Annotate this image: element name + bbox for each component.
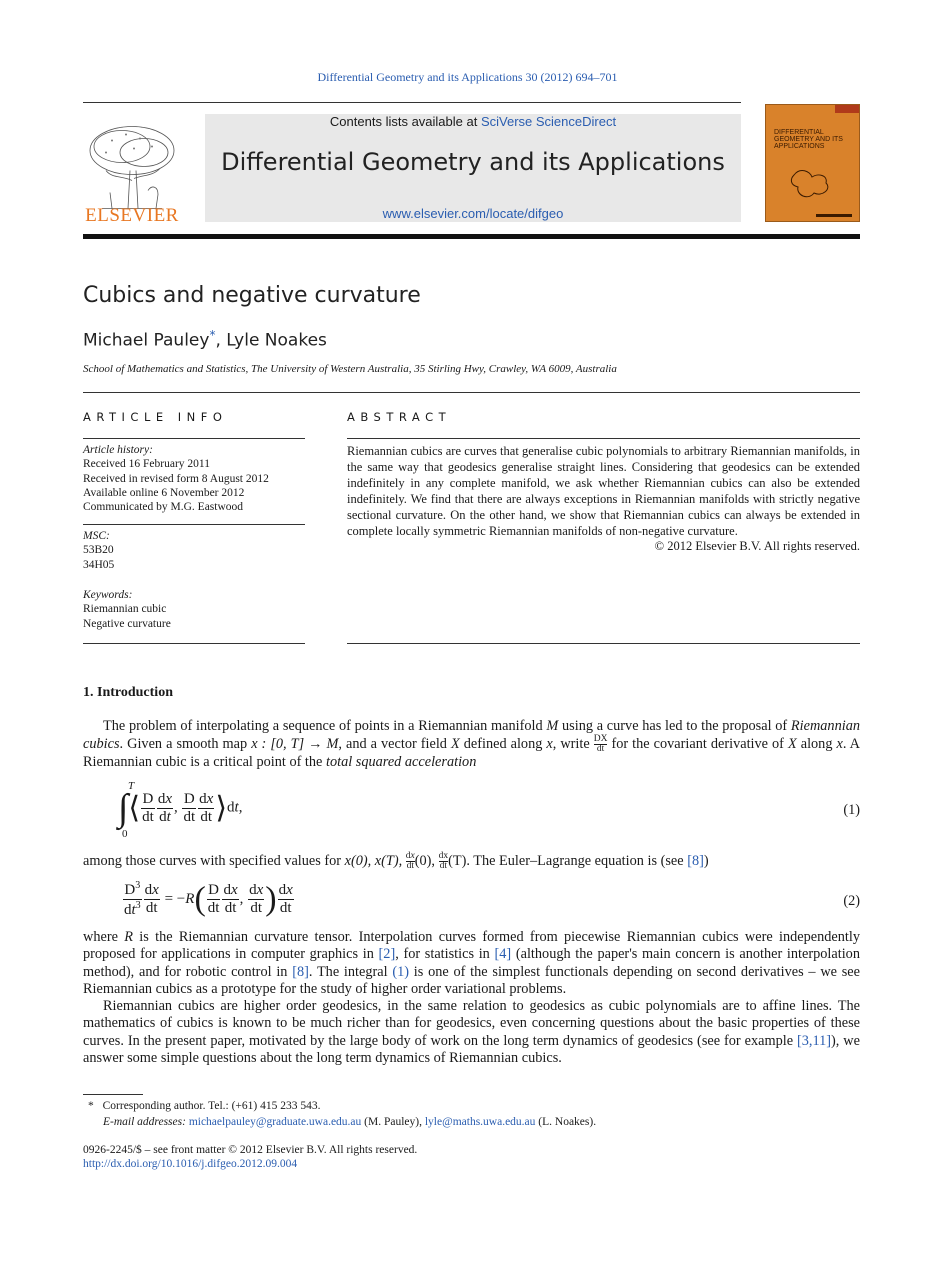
journal-title: Differential Geometry and its Applications xyxy=(221,148,725,176)
info-rule xyxy=(83,643,305,644)
abstract-body xyxy=(347,444,860,555)
footnote-rule xyxy=(83,1094,143,1095)
keywords-label: Keywords: xyxy=(83,589,133,601)
keyword: Riemannian cubic xyxy=(83,603,167,616)
paragraph: The problem of interpolating a sequence of points in a Riemannian manifold M using a curve has led to the proposal of Riemannian cubics. Given a smooth map x : [0, T] → M, and a vector field X defined along x, write $\frac{DX}{dt}$ for the covariant derivative of X along x. A Riemannian cubic is a critical point of the total squared acceleration xyxy=(83,718,860,771)
contents-line xyxy=(205,114,741,129)
citation-link[interactable]: [2] xyxy=(378,946,396,963)
abstract-rule xyxy=(347,643,860,644)
inline-fraction: $\frac{DX}{dt}$ xyxy=(593,734,608,755)
doi-link[interactable]: http://dx.doi.org/10.1016/j.difgeo.2012.09.004 xyxy=(83,1158,298,1170)
journal-url-link[interactable]: www.elsevier.com/locate/difgeo xyxy=(382,206,564,221)
footnote-star: * xyxy=(88,1100,94,1112)
keyword: Negative curvature xyxy=(83,617,171,630)
history-label: Article history: xyxy=(83,444,153,456)
header-thick-rule xyxy=(83,234,860,239)
elsevier-wordmark: ELSEVIER xyxy=(85,205,179,226)
footnote-text: Corresponding author. Tel.: (+61) 415 233 543. xyxy=(102,1100,321,1112)
author-separator: , xyxy=(215,330,227,351)
abstract-rule xyxy=(347,438,860,439)
sciencedirect-link[interactable]: SciVerse ScienceDirect xyxy=(480,114,617,129)
title-rule xyxy=(83,392,860,393)
section-heading: 1. Introduction xyxy=(83,685,173,700)
abstract-heading: ABSTRACT xyxy=(347,410,452,424)
equation-number: (1) xyxy=(843,802,860,818)
journal-cover-thumbnail[interactable] xyxy=(765,104,860,222)
info-rule xyxy=(83,524,305,525)
cover-footer-bar xyxy=(816,214,852,217)
integral-lower-limit: 0 xyxy=(122,828,128,840)
paragraph: where R is the Riemannian curvature tensor. Interpolation curves formed from piecewise Riemannian cubics were independently proposed for applications in computer graphics in [2], for statistics in [4] (although the paper's main concern is another interpolation method), and for robotic control in [8]. The integral (1) is one of the simplest functionals depending on second derivatives – we see Riemannian cubics as a prototype for the study of higher order variational problems. xyxy=(83,929,860,997)
paragraph: Riemannian cubics are higher order geodesics, in the same relation to geodesics as cubic polynomials are to affine lines. The mathematics of cubics is known to be much richer than for geodesics, even concerning questions about the basic properties of these curves. In the present paper, motivated by the large body of work on the long term dynamics of geodesics (see for example [3,11]), we answer some simple questions about the long term dynamics of Riemannian cubics. xyxy=(83,998,860,1066)
integral-upper-limit: T xyxy=(128,780,135,792)
contents-prefix: Contents lists available at xyxy=(329,114,481,129)
msc-block xyxy=(83,529,305,572)
history-line: Received 16 February 2011 xyxy=(83,458,210,471)
history-line: Communicated by M.G. Eastwood xyxy=(83,501,244,514)
cover-title: DIFFERENTIAL GEOMETRY AND ITS APPLICATIONS xyxy=(774,129,843,150)
affiliation: School of Mathematics and Statistics, The University of Western Australia, 35 Stirling Hwy, Crawley, WA 6009, Australia xyxy=(83,363,617,375)
email-link[interactable]: lyle@maths.uwa.edu.au xyxy=(424,1116,536,1128)
footnote-emails: E-mail addresses: michaelpauley@graduate.uwa.edu.au (M. Pauley), lyle@maths.uwa.edu.au (L. Noakes). xyxy=(103,1116,597,1128)
email-label: E-mail addresses: xyxy=(103,1116,186,1128)
equation-2: $\frac{D^3}{dt^3}$ $\frac{dx}{dt}$ = −R( $\frac{D}{dt}$ $\frac{dx}{dt}$ , $\frac{dx}{dt}$ ) $\frac{dx}{dt}$ xyxy=(124,880,293,918)
citation-link[interactable]: [3,11] xyxy=(797,1032,832,1049)
cover-illustration xyxy=(788,163,836,203)
equation-link[interactable]: (1) xyxy=(392,963,410,980)
msc-code: 53B20 xyxy=(83,544,114,557)
equation-number: (2) xyxy=(843,893,860,909)
history-line: Received in revised form 8 August 2012 xyxy=(83,472,269,485)
email-link[interactable]: michaelpauley@graduate.uwa.edu.au xyxy=(188,1116,362,1128)
msc-label: MSC: xyxy=(83,530,110,542)
journal-reference[interactable]: Differential Geometry and its Applications 30 (2012) 694–701 xyxy=(317,70,618,84)
msc-code: 34H05 xyxy=(83,558,115,571)
author-name: Lyle Noakes xyxy=(226,330,327,351)
abstract-copyright: © 2012 Elsevier B.V. All rights reserved. xyxy=(654,539,860,554)
corresponding-author-mark[interactable]: * xyxy=(209,328,216,342)
issn-line: 0926-2245/$ – see front matter © 2012 Elsevier B.V. All rights reserved. xyxy=(83,1144,418,1156)
article-history xyxy=(83,443,305,514)
article-info-heading: ARTICLE INFO xyxy=(83,410,228,424)
paragraph: among those curves with specified values for x(0), x(T), $\frac{dx}{dt}$ (0), $\frac{dx}{dt}$ (T). The Euler–Lagrange equation is (see [8]) xyxy=(83,851,709,871)
citation-link[interactable]: [8] xyxy=(292,963,309,980)
author-list xyxy=(83,328,327,351)
citation-link[interactable]: [4] xyxy=(494,946,512,963)
abstract-text: Riemannian cubics are curves that generalise cubic polynomials to arbitrary Riemannian manifolds, in the same way that geodesics generalise straight lines. Considering that geodesics can be extended indefinitely in any complete manifold, we ask whether Riemannian cubics can also be extended indefinitely. We find that there are always exceptions in Riemannian manifolds with strictly negative sectional curvature. On the other hand, we show that Riemannian cubics can always be extended in complete locally symmetric Riemannian manifolds of non-negative curvature. xyxy=(347,444,860,538)
history-line: Available online 6 November 2012 xyxy=(83,486,245,499)
header-rule xyxy=(83,102,741,103)
article-title: Cubics and negative curvature xyxy=(83,283,421,308)
info-rule xyxy=(83,438,305,439)
keywords-block xyxy=(83,588,305,631)
citation-link[interactable]: [8] xyxy=(687,852,704,869)
author-name: Michael Pauley xyxy=(83,330,210,351)
cover-badge xyxy=(835,105,859,113)
footnote-corresponding xyxy=(88,1098,321,1114)
equation-body: ∫⟨ $\frac{D}{dt}$ $\frac{dx}{dt}$ , $\frac{D}{dt}$ $\frac{dx}{dt}$ ⟩dt, xyxy=(118,787,243,829)
